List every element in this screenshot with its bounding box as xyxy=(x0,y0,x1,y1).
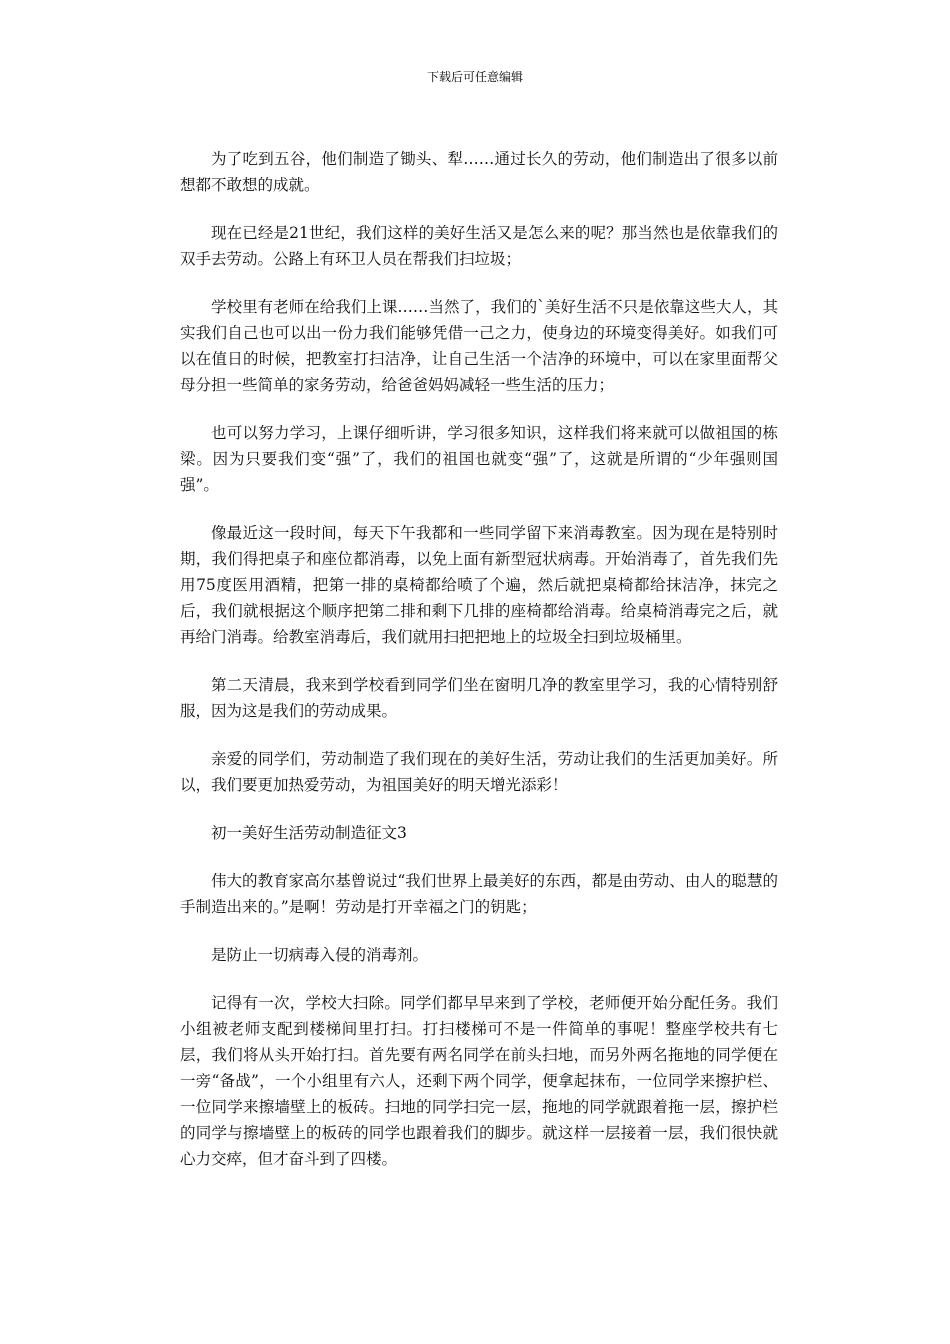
paragraph-8: 伟大的教育家高尔基曾说过“我们世界上最美好的东西，都是由劳动、由人的聪慧的手制造出来的。”是啊！劳动是打开幸福之门的钥匙； xyxy=(180,872,778,916)
paragraph-1: 为了吃到五谷，他们制造了锄头、犁……通过长久的劳动，他们制造出了很多以前想都不敢想的成就。 xyxy=(180,150,778,194)
paragraph-2: 现在已经是21世纪，我们这样的美好生活又是怎么来的呢？那当然也是依靠我们的双手去劳动。公路上有环卫人员在帮我们扫垃圾； xyxy=(180,224,778,268)
paragraph-3: 学校里有老师在给我们上课……当然了，我们的`美好生活不只是依靠这些大人，其实我们自己也可以出一份力我们能够凭借一己之力，使身边的环境变得美好。如我们可以在值日的时候，把教室打扫洁净，让自己生活一个洁净的环境中，可以在家里面帮父母分担一些简单的家务劳动，给爸爸妈妈减轻一些生活的压力； xyxy=(180,298,778,394)
paragraph-7: 亲爱的同学们，劳动制造了我们现在的美好生活，劳动让我们的生活更加美好。所以，我们要更加热爱劳动，为祖国美好的明天增光添彩！ xyxy=(180,750,778,794)
paragraph-5: 像最近这一段时间，每天下午我都和一些同学留下来消毒教室。因为现在是特别时期，我们得把桌子和座位都消毒，以免上面有新型冠状病毒。开始消毒了，首先我们先用75度医用酒精，把第一排的桌椅都给喷了个遍，然后就把桌椅都给抹洁净，抹完之后，我们就根据这个顺序把第二排和剩下几排的座椅都给消毒。给桌椅消毒完之后，就再给门消毒。给教室消毒后，我们就用扫把把地上的垃圾全扫到垃圾桶里。 xyxy=(180,524,778,646)
paragraph-4: 也可以努力学习，上课仔细听讲，学习很多知识，这样我们将来就可以做祖国的栋梁。因为只要我们变“强”了，我们的祖国也就变“强”了，这就是所谓的“少年强则国强”。 xyxy=(180,424,778,494)
paragraph-9: 是防止一切病毒入侵的消毒剂。 xyxy=(211,946,429,964)
document-body xyxy=(180,146,778,1194)
section-heading: 初一美好生活劳动制造征文3 xyxy=(211,824,407,842)
paragraph-6: 第二天清晨，我来到学校看到同学们坐在窗明几净的教室里学习，我的心情特别舒服，因为这是我们的劳动成果。 xyxy=(180,676,778,720)
page-header: 下载后可任意编辑 xyxy=(426,70,523,84)
paragraph-10: 记得有一次，学校大扫除。同学们都早早来到了学校，老师便开始分配任务。我们小组被老师支配到楼梯间里打扫。打扫楼梯可不是一件简单的事呢！整座学校共有七层，我们将从头开始打扫。首先要有两名同学在前头扫地，而另外两名拖地的同学便在一旁“备战”，一个小组里有六人，还剩下两个同学，便拿起抹布，一位同学来擦护栏、一位同学来擦墙壁上的板砖。扫地的同学扫完一层，拖地的同学就跟着拖一层，擦护栏的同学与擦墙壁上的板砖的同学也跟着我们的脚步。就这样一层接着一层，我们很快就心力交瘁，但才奋斗到了四楼。 xyxy=(180,994,778,1168)
